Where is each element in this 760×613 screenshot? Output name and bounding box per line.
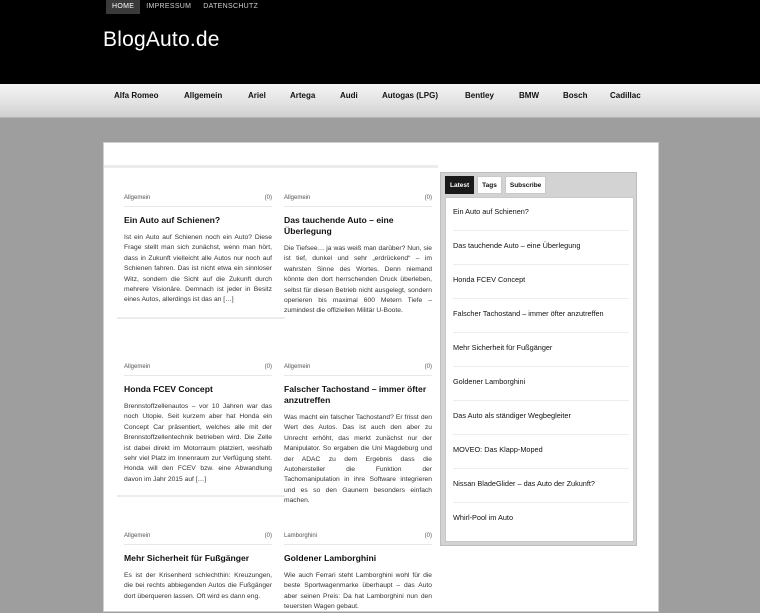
post-excerpt: Ist ein Auto auf Schienen noch ein Auto? Diese Frage stellt man sich zunächst, wenn man hört, dass in Zukunft vielleicht alle Autos nur noch auf Schienen fahren. Das ist nicht etwa ein sinnloser Witz, sondern die Sicht auf die Zukunft durch mehrere Visionäre. Demnach ist jeder in Besitz eines Autos, allerdings ist das an […] (124, 234, 272, 304)
top-nav-impressum[interactable]: IMPRESSUM (146, 3, 192, 10)
category-alfa-romeo[interactable]: Alfa Romeo (114, 91, 159, 100)
post-category[interactable]: Lamborghini (284, 533, 318, 539)
category-bosch[interactable]: Bosch (563, 91, 588, 100)
category-bmw[interactable]: BMW (519, 91, 539, 100)
post-excerpt: Was macht ein falscher Tachostand? Er frisst den Wert des Autos. Das ist auch den aber zu Unrecht erhöht, das merkt zunächst nur der Manipulator. So ergaben die Uni Magdeburg und der ADAC zu dem Ergebnis dass die Autohersteller die Funktion der Tachomanipulation in ihre Software integrieren und es so den Gaunern besonders einfach machen. (284, 414, 432, 505)
post-meta-divider (124, 375, 272, 376)
tab-tags[interactable]: Tags (477, 176, 502, 194)
list-divider (453, 230, 629, 231)
latest-post-link[interactable]: Mehr Sicherheit für Fußgänger (453, 343, 553, 352)
sidebar-tabs (445, 176, 549, 194)
tab-latest[interactable]: Latest (445, 176, 474, 194)
post-comment-count[interactable]: (0) (424, 364, 432, 370)
latest-post-link[interactable]: MOVEO: Das Klapp-Moped (453, 445, 543, 454)
post-comment-count[interactable]: (0) (264, 364, 272, 370)
latest-post-link[interactable]: Das tauchende Auto – eine Überlegung (453, 241, 581, 250)
list-divider (453, 366, 629, 367)
post-comment-count[interactable]: (0) (424, 195, 432, 201)
post-category[interactable]: Allgemein (284, 364, 311, 370)
post-comment-count[interactable]: (0) (424, 533, 432, 539)
post-comment-count[interactable]: (0) (264, 533, 272, 539)
top-nav-home[interactable]: HOME (106, 0, 140, 14)
list-divider (453, 298, 629, 299)
post-meta-divider (284, 206, 432, 207)
category-cadillac[interactable]: Cadillac (610, 91, 641, 100)
post-excerpt: Es ist der Krisenherd schlechthin: Kreuzungen, die bei rechts abbiegenden Autos die Fußgänger dort überqueren lassen. Oft wird es dann eng. (124, 572, 272, 600)
category-nav (0, 84, 760, 118)
post-meta (284, 364, 432, 370)
latest-post-link[interactable]: Ein Auto auf Schienen? (453, 207, 529, 216)
category-artega[interactable]: Artega (290, 91, 316, 100)
top-nav (106, 0, 264, 14)
post-card (284, 533, 432, 613)
latest-post-link[interactable]: Goldener Lamborghini (453, 377, 526, 386)
category-audi[interactable]: Audi (340, 91, 358, 100)
post-meta (124, 195, 272, 201)
list-divider (453, 502, 629, 503)
post-card (124, 195, 272, 306)
post-meta (124, 364, 272, 370)
post-card (124, 364, 272, 485)
post-category[interactable]: Allgemein (124, 195, 151, 201)
site-header (0, 0, 760, 84)
top-nav-datenschutz[interactable]: DATENSCHUTZ (203, 3, 259, 10)
latest-post-link[interactable]: Honda FCEV Concept (453, 275, 526, 284)
site-title[interactable]: BlogAuto.de (103, 28, 220, 51)
post-divider (117, 317, 285, 319)
post-title[interactable]: Goldener Lamborghini (284, 553, 377, 563)
latest-post-link[interactable]: Falscher Tachostand – immer öfter anzutreffen (453, 309, 604, 318)
post-meta (284, 533, 432, 539)
post-meta-divider (124, 206, 272, 207)
post-category[interactable]: Allgemein (124, 364, 151, 370)
list-divider (453, 434, 629, 435)
post-title[interactable]: Falscher Tachostand – immer öfter anzutreffen (284, 384, 427, 405)
post-title[interactable]: Honda FCEV Concept (124, 384, 213, 394)
latest-post-link[interactable]: Nissan BladeGlider – das Auto der Zukunft? (453, 479, 595, 488)
category-autogas[interactable]: Autogas (LPG) (382, 91, 438, 100)
tab-subscribe[interactable]: Subscribe (505, 176, 546, 194)
post-category[interactable]: Allgemein (284, 195, 311, 201)
post-excerpt: Brennstoffzellenautos – vor 10 Jahren war das noch Utopie. Seit kurzem aber hat Honda ein Concept Car präsentiert, welches alle mit der Brennstoffzellentechnik betrieben wird. Die Zelle ist dabei direkt im Motorraum platziert, weshalb sehr viel Platz im Innenraum zur Verfügung steht. Honda will den FCEV bzw. eine Abwandlung davon im Jahr 2015 auf […] (124, 403, 272, 483)
post-meta-divider (284, 544, 432, 545)
category-ariel[interactable]: Ariel (248, 91, 266, 100)
post-card (284, 364, 432, 507)
post-meta (124, 533, 272, 539)
post-title[interactable]: Ein Auto auf Schienen? (124, 215, 221, 225)
latest-post-link[interactable]: Whirl-Pool im Auto (453, 513, 514, 522)
post-excerpt: Wie auch Ferrari steht Lamborghini wohl für die beste Sportwagenmarke überhaupt – das Auto aber seinen Preis: Da hat Lamborghini nun den teuersten Wagen gebaut. (284, 572, 432, 611)
post-card (284, 195, 432, 317)
post-divider (117, 495, 285, 497)
post-category[interactable]: Allgemein (124, 533, 151, 539)
list-divider (453, 400, 629, 401)
latest-post-link[interactable]: Das Auto als ständiger Wegbegleiter (453, 411, 571, 420)
post-excerpt: Die Tiefsee… ja was weiß man darüber? Nun, sie ist tief, dunkel und sehr „erdrückend“ – im wahrsten Sinne des Wortes. Denn niemand könnte den dort herrschenden Druck überleben, selbst für diesen Betrieb nicht ausgelegt, sondern operieren bis maximal 600 Metern Tiefe – zumindest die offiziellen Militär U-Boote. (284, 245, 432, 315)
post-meta-divider (284, 375, 432, 376)
latest-posts-list (445, 197, 634, 542)
post-card (124, 533, 272, 602)
post-meta-divider (124, 544, 272, 545)
content-divider (104, 165, 438, 168)
sidebar-tab-widget (440, 172, 637, 546)
list-divider (453, 332, 629, 333)
post-comment-count[interactable]: (0) (264, 195, 272, 201)
list-divider (453, 468, 629, 469)
post-meta (284, 195, 432, 201)
category-allgemein[interactable]: Allgemein (184, 91, 223, 100)
post-title[interactable]: Mehr Sicherheit für Fußgänger (124, 553, 250, 563)
category-bentley[interactable]: Bentley (465, 91, 494, 100)
post-title[interactable]: Das tauchende Auto – eine Überlegung (284, 215, 394, 236)
list-divider (453, 264, 629, 265)
